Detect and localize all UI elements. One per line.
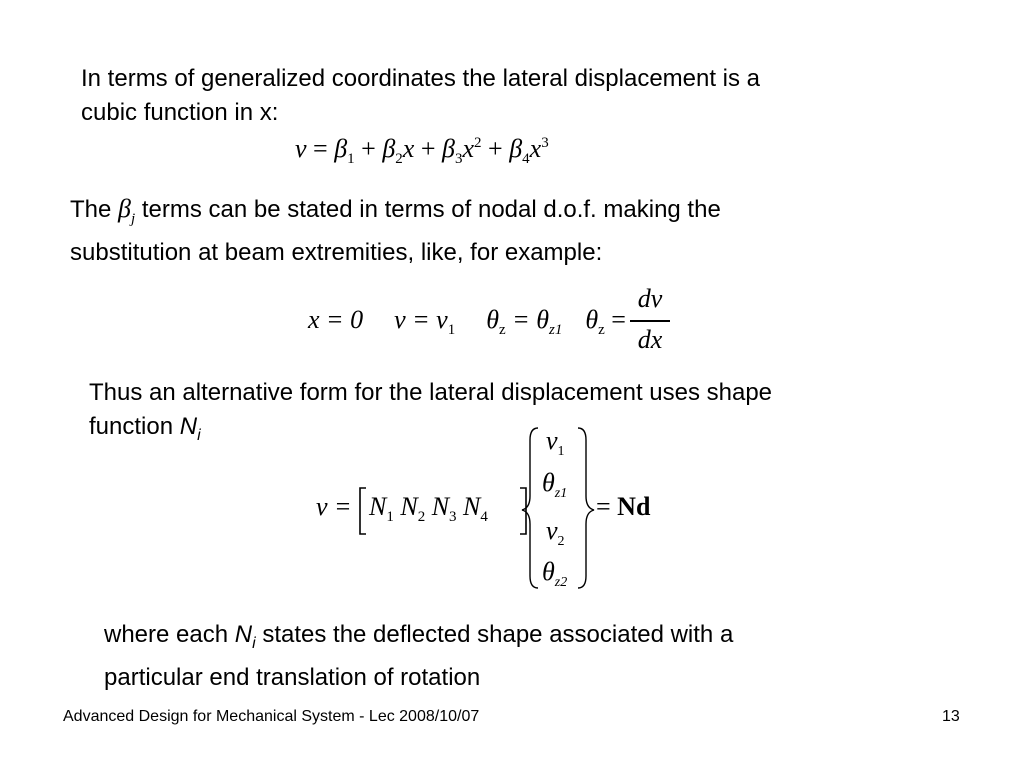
eq1-x2: x (462, 134, 475, 163)
eq3-vec-entry-3 (546, 516, 565, 550)
eq1-beta3: β (442, 134, 455, 163)
eq2-frac-line (630, 320, 670, 322)
eq3-vec4-sym: θ (542, 557, 555, 586)
eq1-plus1: + (354, 134, 383, 163)
eq2-theta-a-sub: z (499, 322, 506, 338)
eq3-right-brace (578, 428, 594, 588)
eq2-v-eq-v: v = v (394, 305, 448, 334)
eq2-theta-b: θ (585, 305, 599, 334)
footer-page-number: 13 (942, 708, 960, 725)
eq1-pow2: 2 (474, 135, 482, 151)
eq2-x-eq-0: x = 0 (308, 305, 364, 334)
eq1-equals: = (306, 134, 335, 163)
eq2-eq-theta: = θ (505, 305, 549, 334)
paragraph2-beta-sub: j (130, 211, 136, 227)
paragraph2-the: The (70, 196, 112, 223)
shape-function-equation-lhs (316, 492, 352, 522)
paragraph4-line1 (104, 618, 984, 661)
paragraph3-prefix: function (89, 413, 180, 440)
paragraph2-line2: substitution at beam extremities, like, for example: (70, 239, 603, 266)
eq1-beta2-sub: 2 (395, 151, 403, 167)
eq3-vec1-sym: v (546, 426, 558, 455)
eq3-N4: N (463, 492, 481, 521)
eq2-v1-sub: 1 (447, 322, 456, 338)
paragraph-generalized-coordinates (81, 62, 941, 130)
paragraph4-rest: states the deflected shape associated with a (255, 621, 734, 648)
eq1-x1: x (402, 134, 415, 163)
eq1-beta1-sub: 1 (347, 151, 355, 167)
eq3-vec3-sym: v (546, 516, 558, 545)
eq3-row-vector (369, 492, 488, 526)
paragraph2-beta: β (118, 194, 131, 223)
paragraph-where-each (104, 618, 984, 695)
eq3-vec2-sym: θ (542, 468, 555, 497)
eq3-left-bracket (360, 488, 366, 534)
eq1-v: v (295, 134, 307, 163)
eq2-theta-z1-sub: z1 (549, 322, 563, 338)
eq3-N2: N (400, 492, 418, 521)
eq3-N2-sub: 2 (417, 509, 426, 525)
eq1-beta3-sub: 3 (454, 151, 463, 167)
footer-course-title: Advanced Design for Mechanical System - Lec 2008/10/07 (63, 708, 480, 725)
eq3-rhs-equals: = (596, 492, 618, 521)
eq2-theta-a: θ (486, 305, 499, 334)
paragraph2-rest: terms can be stated in terms of nodal d.o.f. making the (141, 196, 721, 223)
eq3-vec-entry-2 (542, 468, 567, 502)
eq3-vec-entry-4 (542, 557, 567, 591)
eq3-rhs (596, 492, 650, 522)
eq3-lhs: v = (316, 492, 352, 521)
eq3-N1-sub: 1 (386, 509, 394, 525)
eq2-frac-numerator: dv (637, 284, 663, 313)
paragraph4-prefix: where each (104, 621, 235, 648)
cubic-equation (295, 134, 549, 168)
eq1-beta4-sub: 4 (522, 151, 530, 167)
paragraph3-N-sub: i (197, 426, 201, 444)
eq1-pow3: 3 (541, 135, 549, 151)
paragraph-beta-terms (70, 192, 970, 270)
paragraph2-beta-j (118, 194, 136, 227)
eq3-N4-sub: 4 (480, 509, 488, 525)
eq3-vec3-sub: 2 (557, 534, 565, 549)
boundary-equation (308, 305, 626, 339)
eq3-vec-entry-1 (546, 426, 565, 460)
eq1-plus2: + (414, 134, 443, 163)
eq3-vec2-sub: z1 (554, 486, 568, 501)
eq2-eq-last: = (604, 305, 626, 334)
paragraph4-N-sub: i (252, 634, 256, 652)
eq1-x3: x (529, 134, 542, 163)
eq3-rhs-Nd: Nd (617, 492, 651, 521)
eq3-N3: N (431, 492, 450, 521)
paragraph3-N: N (179, 413, 198, 440)
paragraph2-line1 (70, 192, 970, 236)
eq3-vec1-sub: 1 (557, 444, 565, 459)
paragraph4-line2: particular end translation of rotation (104, 663, 481, 691)
eq1-beta2: β (382, 134, 396, 163)
eq2-theta-b-sub: z (598, 322, 605, 338)
eq3-N3-sub: 3 (449, 509, 457, 525)
eq2-frac-denominator: dx (637, 325, 663, 354)
paragraph1-line1: In terms of generalized coordinates the lateral displacement is a (81, 65, 761, 92)
paragraph4-N: N (234, 621, 253, 648)
paragraph1-line2: cubic function in x: (81, 99, 279, 126)
paragraph3-line1: Thus an alternative form for the lateral displacement uses shape (89, 379, 773, 406)
eq3-vec4-sub: z2 (554, 575, 568, 590)
eq1-beta1: β (334, 134, 348, 163)
eq1-beta4: β (509, 134, 523, 163)
eq3-left-brace (522, 428, 538, 588)
eq3-N1: N (369, 492, 387, 521)
eq1-plus3: + (481, 134, 510, 163)
